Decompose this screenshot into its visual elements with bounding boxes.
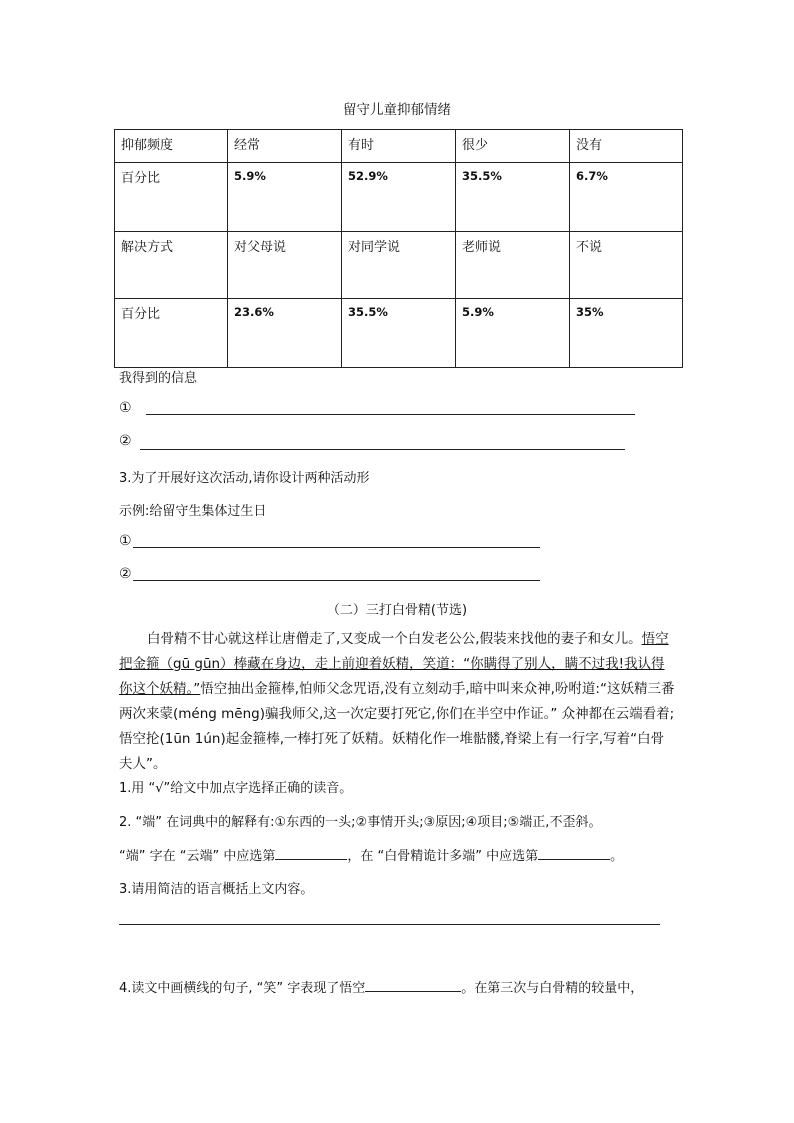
q2-blank-1[interactable] [275,847,347,860]
passage-seg-3: 悟空抽出金箍棒,怕师父念咒语,没有立刻动手,暗中叫来众神,吩咐道:“这妖精三番两次来蒙(méng mēng)骗我师父,这一次定要打死它,你们在半空中作证。” 众神都在云端看着;悟空抡(1ūn 1ún)起金箍棒,一棒打死了妖精。妖精化作一堆骷髅,脊梁上有一行字,写着“白骨夫人”。 [119,681,675,772]
table-cell: 35% [570,299,683,368]
q4-blank[interactable] [365,979,461,992]
answer-mark-1: ① [119,400,132,416]
table-row [115,299,683,368]
q2-text-a: “端” 字在 “云端” 中应选第 [119,849,276,864]
table-cell: 老师说 [456,232,570,299]
table-cell: 35.5% [342,299,456,368]
table-row [115,130,683,163]
activity-line-2[interactable] [133,580,540,581]
table-row [115,232,683,299]
table-cell: 5.9% [456,299,570,368]
q3-answer-line[interactable] [119,924,660,925]
question-2: 2. “端” 在词典中的解释有:①东西的一头;②事情开头;③原因;④项目;⑤端正,不歪斜。 [119,815,602,830]
activity-mark-1: ① [119,533,132,549]
activity-mark-2: ② [119,566,132,582]
q2-blank-2[interactable] [538,847,610,860]
table-cell: 23.6% [228,299,342,368]
table-cell: 解决方式 [115,232,228,299]
table-cell: 6.7% [570,163,683,232]
table-cell: 很少 [456,130,570,163]
question-1: 1.用 “√”给文中加点字选择正确的读音。 [119,781,353,796]
passage-seg-1: 白骨精不甘心就这样让唐僧走了,又变成一个白发老公公,假装来找他的妻子和女儿。 [147,631,642,647]
answer-line-1[interactable] [146,414,635,415]
answer-mark-2: ② [119,433,132,449]
question-3: 3.请用简洁的语言概括上文内容。 [119,882,314,897]
table-cell: 抑郁频度 [115,130,228,163]
table-cell: 经常 [228,130,342,163]
table-cell: 有时 [342,130,456,163]
table-cell: 52.9% [342,163,456,232]
info-label: 我得到的信息 [119,371,198,386]
q4-text-a: 4.读文中画横线的句子, “笑” 字表现了悟空 [119,981,366,996]
survey-table [114,129,683,368]
question-4 [119,977,643,996]
activity-line-1[interactable] [133,547,540,548]
table-cell: 35.5% [456,163,570,232]
table-cell: 对同学说 [342,232,456,299]
q3-prompt: 3.为了开展好这次活动,请你设计两种活动形 [119,471,370,486]
table-row [115,163,683,232]
passage [119,627,675,777]
section-title: （二）三打白骨精(节选) [326,603,468,618]
table-cell: 百分比 [115,163,228,232]
example-text: 示例:给留守生集体过生日 [119,504,267,519]
q4-text-b: 。在第三次与白骨精的较量中， [461,981,644,996]
table-cell: 不说 [570,232,683,299]
answer-line-2[interactable] [140,449,625,450]
q2-text-c: 。 [610,849,624,864]
question-2-fill [119,845,623,864]
q2-text-b: ，在 “白骨精诡计多端” 中应选第 [347,849,539,864]
passage-underlined-sentence: 悟空把金箍（gū gūn）棒藏在身边，走上前迎着妖精，笑道：“你瞒得了别人，瞒不过我!我认得你这个妖精。” [119,631,669,697]
table-cell: 5.9% [228,163,342,232]
table-title: 留守儿童抑郁情绪 [343,102,451,118]
table-cell: 百分比 [115,299,228,368]
table-cell: 没有 [570,130,683,163]
table-cell: 对父母说 [228,232,342,299]
